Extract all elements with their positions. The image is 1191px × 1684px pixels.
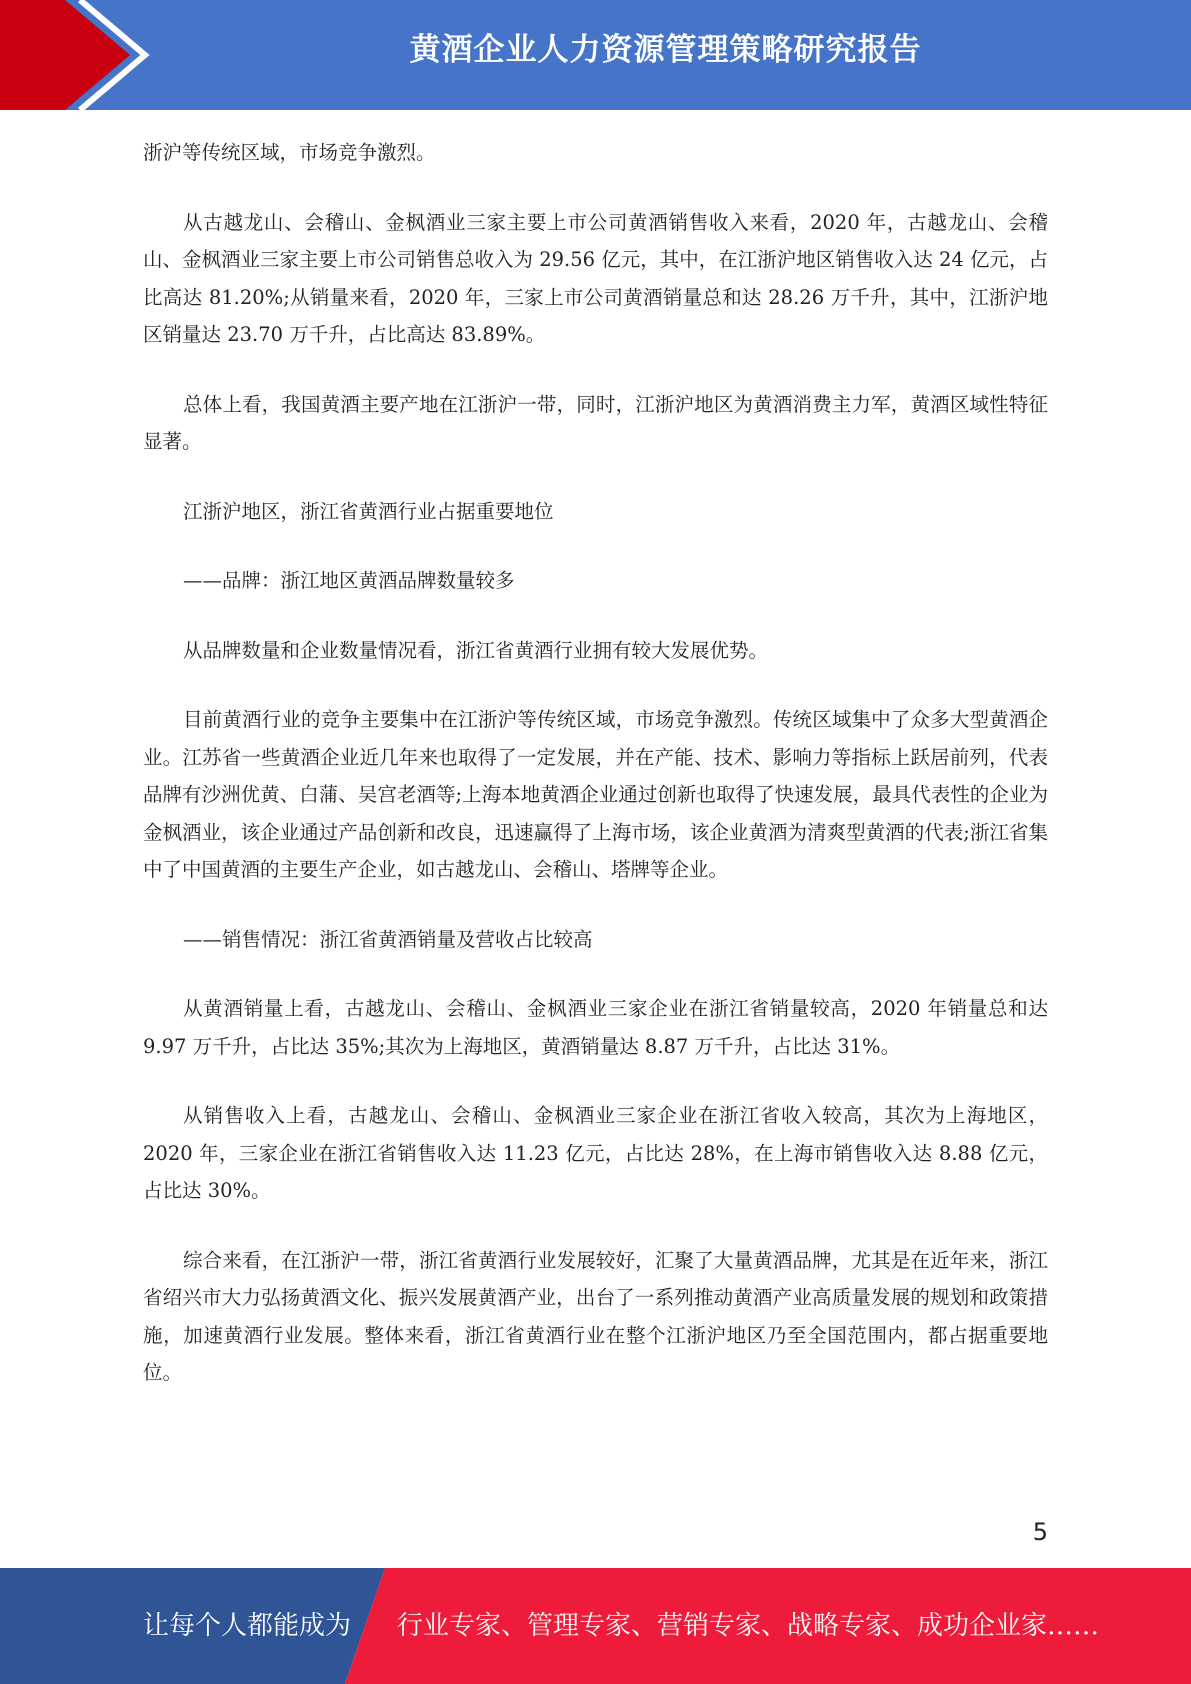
paragraph-competition: 目前黄酒行业的竞争主要集中在江浙沪等传统区域，市场竞争激烈。传统区域集中了众多大型黄酒企业。江苏省一些黄酒企业近几年来也取得了一定发展，并在产能、技术、影响力等指标上跃居前列，代表品牌有沙洲优黄、白蒲、吴宫老酒等;上海本地黄酒企业通过创新也取得了快速发展，最具代表性的企业为金枫酒业，该企业通过产品创新和改良，迅速赢得了上海市场，该企业黄酒为清爽型黄酒的代表;浙江省集中了中国黄酒的主要生产企业，如古越龙山、会稽山、塔牌等企业。: [143, 708, 1048, 881]
paragraph-conclusion: 综合来看，在江浙沪一带，浙江省黄酒行业发展较好，汇聚了大量黄酒品牌，尤其是在近年来，浙江省绍兴市大力弘扬黄酒文化、振兴发展黄酒产业，出台了一系列推动黄酒产业高质量发展的规划和政策措施，加速黄酒行业发展。整体来看，浙江省黄酒行业在整个江浙沪地区乃至全国范围内，都占据重要地位。: [143, 1248, 1048, 1384]
subheading-brands: ——品牌：浙江地区黄酒品牌数量较多: [183, 569, 515, 592]
document-body: [143, 134, 1048, 1424]
paragraph-listed-company-revenue: 从古越龙山、会稽山、金枫酒业三家主要上市公司黄酒销售收入来看，2020 年，古越龙山、会稽山、金枫酒业三家主要上市公司销售总收入为 29.56 亿元，其中，在江浙沪地区销售收入达 24 亿元，占比高达 81.20%;从销量来看，2020 年，三家上市公司黄酒销量总和达 28.26 万千升，其中，江浙沪地区销量达 23.70 万千升，占比高达 83.89%。: [143, 210, 1048, 346]
paragraph-overall-summary: 总体上看，我国黄酒主要产地在江浙沪一带，同时，江浙沪地区为黄酒消费主力军，黄酒区域性特征显著。: [143, 392, 1048, 453]
page-footer: [0, 1568, 1191, 1684]
header-chevron-decoration: [0, 0, 160, 110]
paragraph-continuation: 浙沪等传统区域，市场竞争激烈。: [143, 141, 436, 164]
footer-slogan-left: 让每个人都能成为: [143, 1611, 352, 1641]
page-header: [0, 0, 1191, 110]
document-title: 黄酒企业人力资源管理策略研究报告: [409, 32, 922, 68]
section-heading-zhejiang-position: 江浙沪地区，浙江省黄酒行业占据重要地位: [183, 499, 554, 523]
paragraph-sales-revenue: 从销售收入上看，古越龙山、会稽山、金枫酒业三家企业在浙江省收入较高，其次为上海地区，2020 年，三家企业在浙江省销售收入达 11.23 亿元，占比达 28%，在上海市销售收入达 8.88 亿元，占比达 30%。: [143, 1104, 1048, 1202]
page-number: 5: [1032, 1518, 1048, 1546]
subheading-sales: ——销售情况：浙江省黄酒销量及营收占比较高: [183, 927, 593, 951]
paragraph-sales-volume: 从黄酒销量上看，古越龙山、会稽山、金枫酒业三家企业在浙江省销量较高，2020 年销量总和达 9.97 万千升，占比达 35%;其次为上海地区，黄酒销量达 8.87 万千升，占比达 31%。: [143, 997, 1048, 1058]
footer-slogan-right: 行业专家、管理专家、营销专家、战略专家、成功企业家……: [397, 1611, 1100, 1641]
header-chevron-red: [0, 0, 130, 110]
paragraph-brand-advantage: 从品牌数量和企业数量情况看，浙江省黄酒行业拥有较大发展优势。: [183, 638, 769, 662]
